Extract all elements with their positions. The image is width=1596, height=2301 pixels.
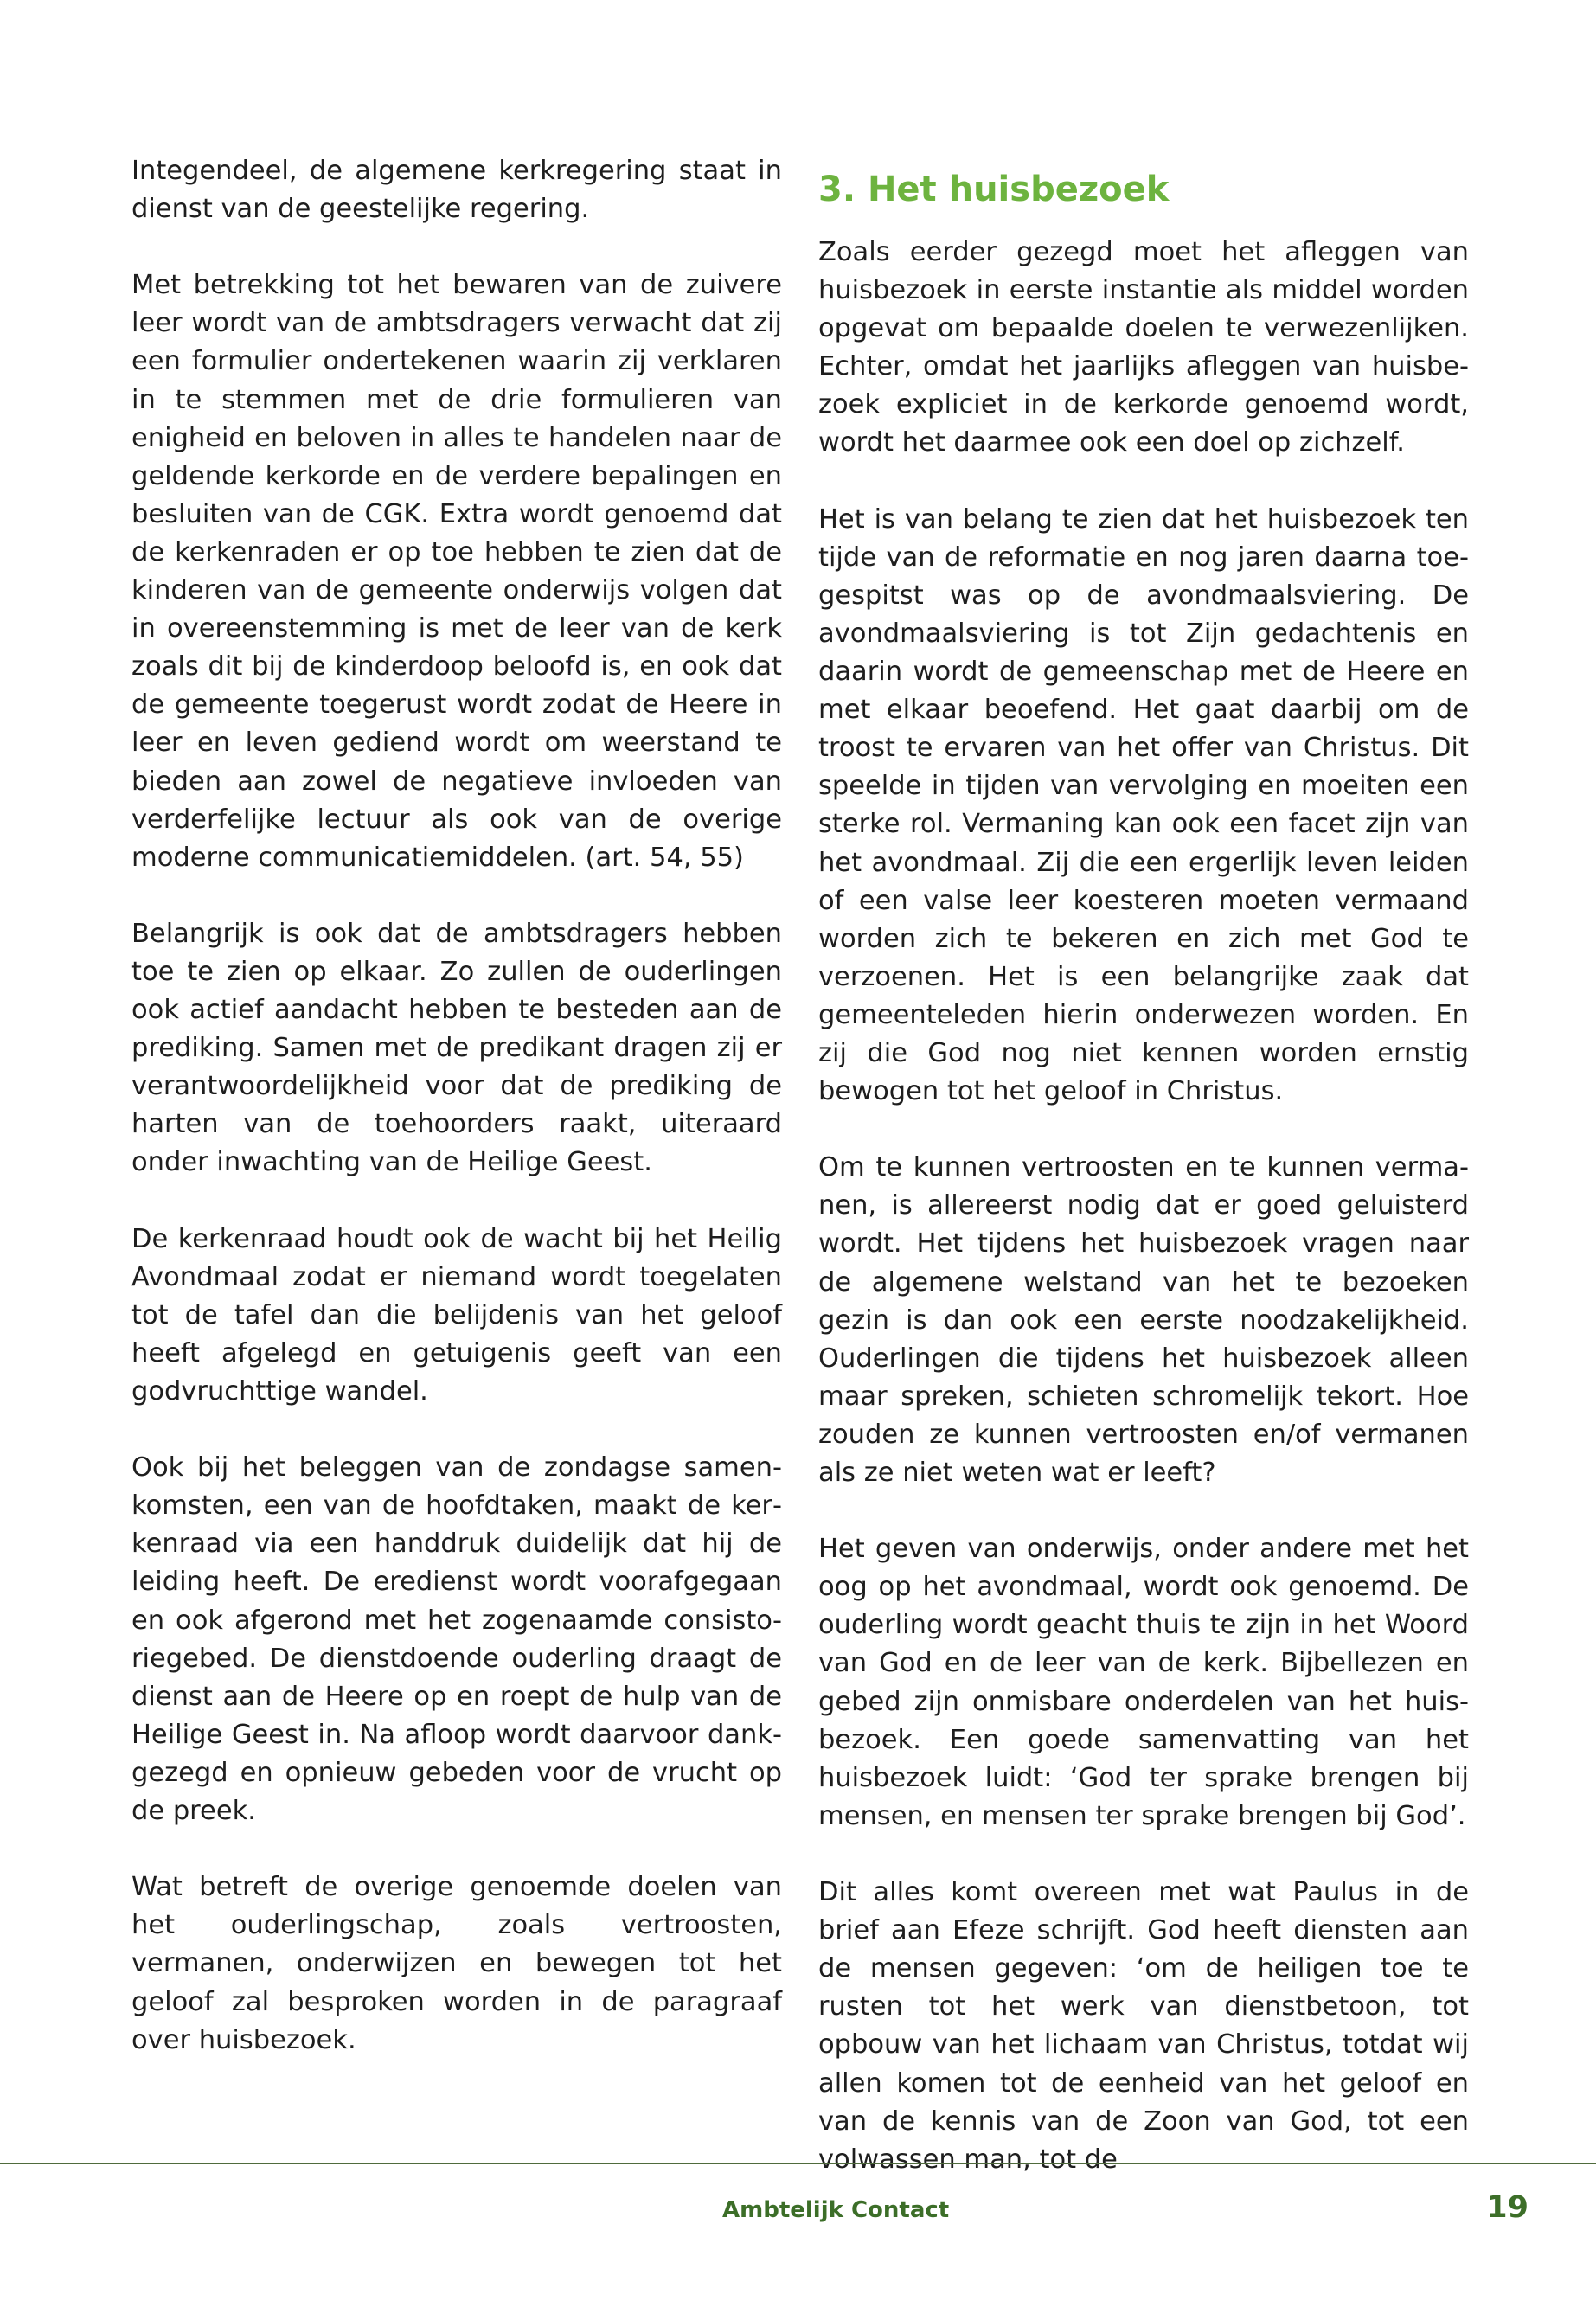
body-paragraph: Zoals eerder gezegd moet het afleggen van huisbezoek in eerste instantie als middel worden opgevat om bepaalde doelen te verwezenlijken. Echter, omdat het jaarlijks afleggen van huisbezoek expliciet in de kerkorde genoemd wordt, wordt het daarmee ook een doel op zichzelf. [818, 237, 1469, 458]
footer-divider [0, 2163, 1596, 2164]
body-paragraph: Het is van belang te zien dat het huisbezoek ten tijde van de reformatie en nog jaren daarna toegespitst was op de avondmaalsviering. De avondmaalsviering is tot Zijn gedachtenis en daarin wordt de gemeenschap met de Heere en met elkaar beoefend. Het gaat daarbij om de troost te ervaren van het offer van Christus. Dit speelde in tijden van vervolging en moeiten een sterke rol. Vermaning kan ook een facet zijn van het avondmaal. Zij die een ergerlijk leven leiden of een valse leer koesteren moeten vermaand worden zich te bekeren en zich met God te verzoenen. Het is een belangrijke zaak dat gemeenteleden hierin onderwezen worden. En zij die God nog niet kennen worden ernstig bewogen tot het geloof in Christus. [818, 503, 1469, 1107]
body-paragraph: Belangrijk is ook dat de ambtsdragers hebben toe te zien op elkaar. Zo zullen de ouderlingen ook actief aandacht hebben te besteden aan de prediking. Samen met de predikant dragen zij er verantwoordelijkheid voor dat de prediking de harten van de toehoorders raakt, uiteraard onder inwachting van de Heilige Geest. [131, 918, 782, 1178]
body-paragraph: Dit alles komt overeen met wat Paulus in de brief aan Efeze schrijft. God heeft diensten aan de mensen gegeven: ‘om de heiligen toe te rusten tot het werk van dienstbetoon, tot opbouw van het lichaam van Christus, totdat wij allen komen tot de eenheid van het geloof en van de kennis van de Zoon van God, tot een volwassen man, tot de [818, 1877, 1469, 2175]
page-number: 19 [1486, 2190, 1529, 2225]
body-paragraph: Met betrekking tot het bewaren van de zuivere leer wordt van de ambtsdragers verwacht dat zij een formulier ondertekenen waarin zij verklaren in te stemmen met de drie formulieren van enigheid en beloven in alles te handelen naar de geldende kerkorde en de verdere bepalingen en besluiten van de CGK. Extra wordt genoemd dat de kerkenraden er op toe hebben te zien dat de kinderen van de gemeente onderwijs volgen dat in overeenstemming is met de leer van de kerk zoals dit bij de kinderdoop beloofd is, en ook dat de gemeente toegerust wordt zodat de Heere in leer en leven gediend wordt om weerstand te bieden aan zowel de negatieve invloeden van verderfelijke lectuur als ook van de overige moderne communicatiemiddelen. (art. 54, 55) [131, 270, 782, 873]
right-column [818, 152, 1469, 2179]
left-column [131, 152, 782, 2060]
body-paragraph: Om te kunnen vertroosten en te kunnen vermanen, is allereerst nodig dat er goed geluisterd wordt. Het tijdens het huisbezoek vragen naar de algemene welstand van het te bezoeken gezin is dan ook een eerste noodzakelijkheid. Ouderlingen die tijdens het huisbezoek alleen maar spreken, schieten schromelijk tekort. Hoe zouden ze kunnen vertroosten en/of vermanen als ze niet weten wat er leeft? [818, 1152, 1469, 1488]
body-paragraph: De kerkenraad houdt ook de wacht bij het Heilig Avondmaal zodat er niemand wordt toegelaten tot de tafel dan die belijdenis van het geloof heeft afgelegd en getuigenis geeft van een godvruchttige wandel. [131, 1223, 782, 1407]
footer-publication-title: Ambtelijk Contact [722, 2197, 950, 2223]
body-paragraph: Wat betreft de overige genoemde doelen van het ouderlingschap, zoals vertroosten, vermanen, onderwijzen en bewegen tot het geloof zal besproken worden in de paragraaf over huisbezoek. [131, 1872, 782, 2055]
body-paragraph: Ook bij het beleggen van de zondagse samenkomsten, een van de hoofdtaken, maakt de kerkenraad via een handdruk duidelijk dat hij de leiding heeft. De eredienst wordt voorafgegaan en ook afgerond met het zogenaamde consistoriegebed. De dienstdoende ouderling draagt de dienst aan de Heere op en roept de hulp van de Heilige Geest in. Na afloop wordt daarvoor dankgezegd en opnieuw gebeden voor de vrucht op de preek. [131, 1452, 782, 1827]
section-heading: 3. Het huisbezoek [818, 170, 1170, 209]
body-paragraph: Het geven van onderwijs, onder andere met het oog op het avondmaal, wordt ook genoemd. De ouderling wordt geacht thuis te zijn in het Woord van God en de leer van de kerk. Bijbellezen en gebed zijn onmisbare onderdelen van het huisbezoek. Een goede samenvatting van het huisbezoek luidt: ‘God ter sprake brengen bij mensen, en mensen ter sprake brengen bij God’. [818, 1534, 1469, 1831]
body-paragraph: Integendeel, de algemene kerkregering staat in dienst van de geestelijke regering. [131, 156, 782, 225]
